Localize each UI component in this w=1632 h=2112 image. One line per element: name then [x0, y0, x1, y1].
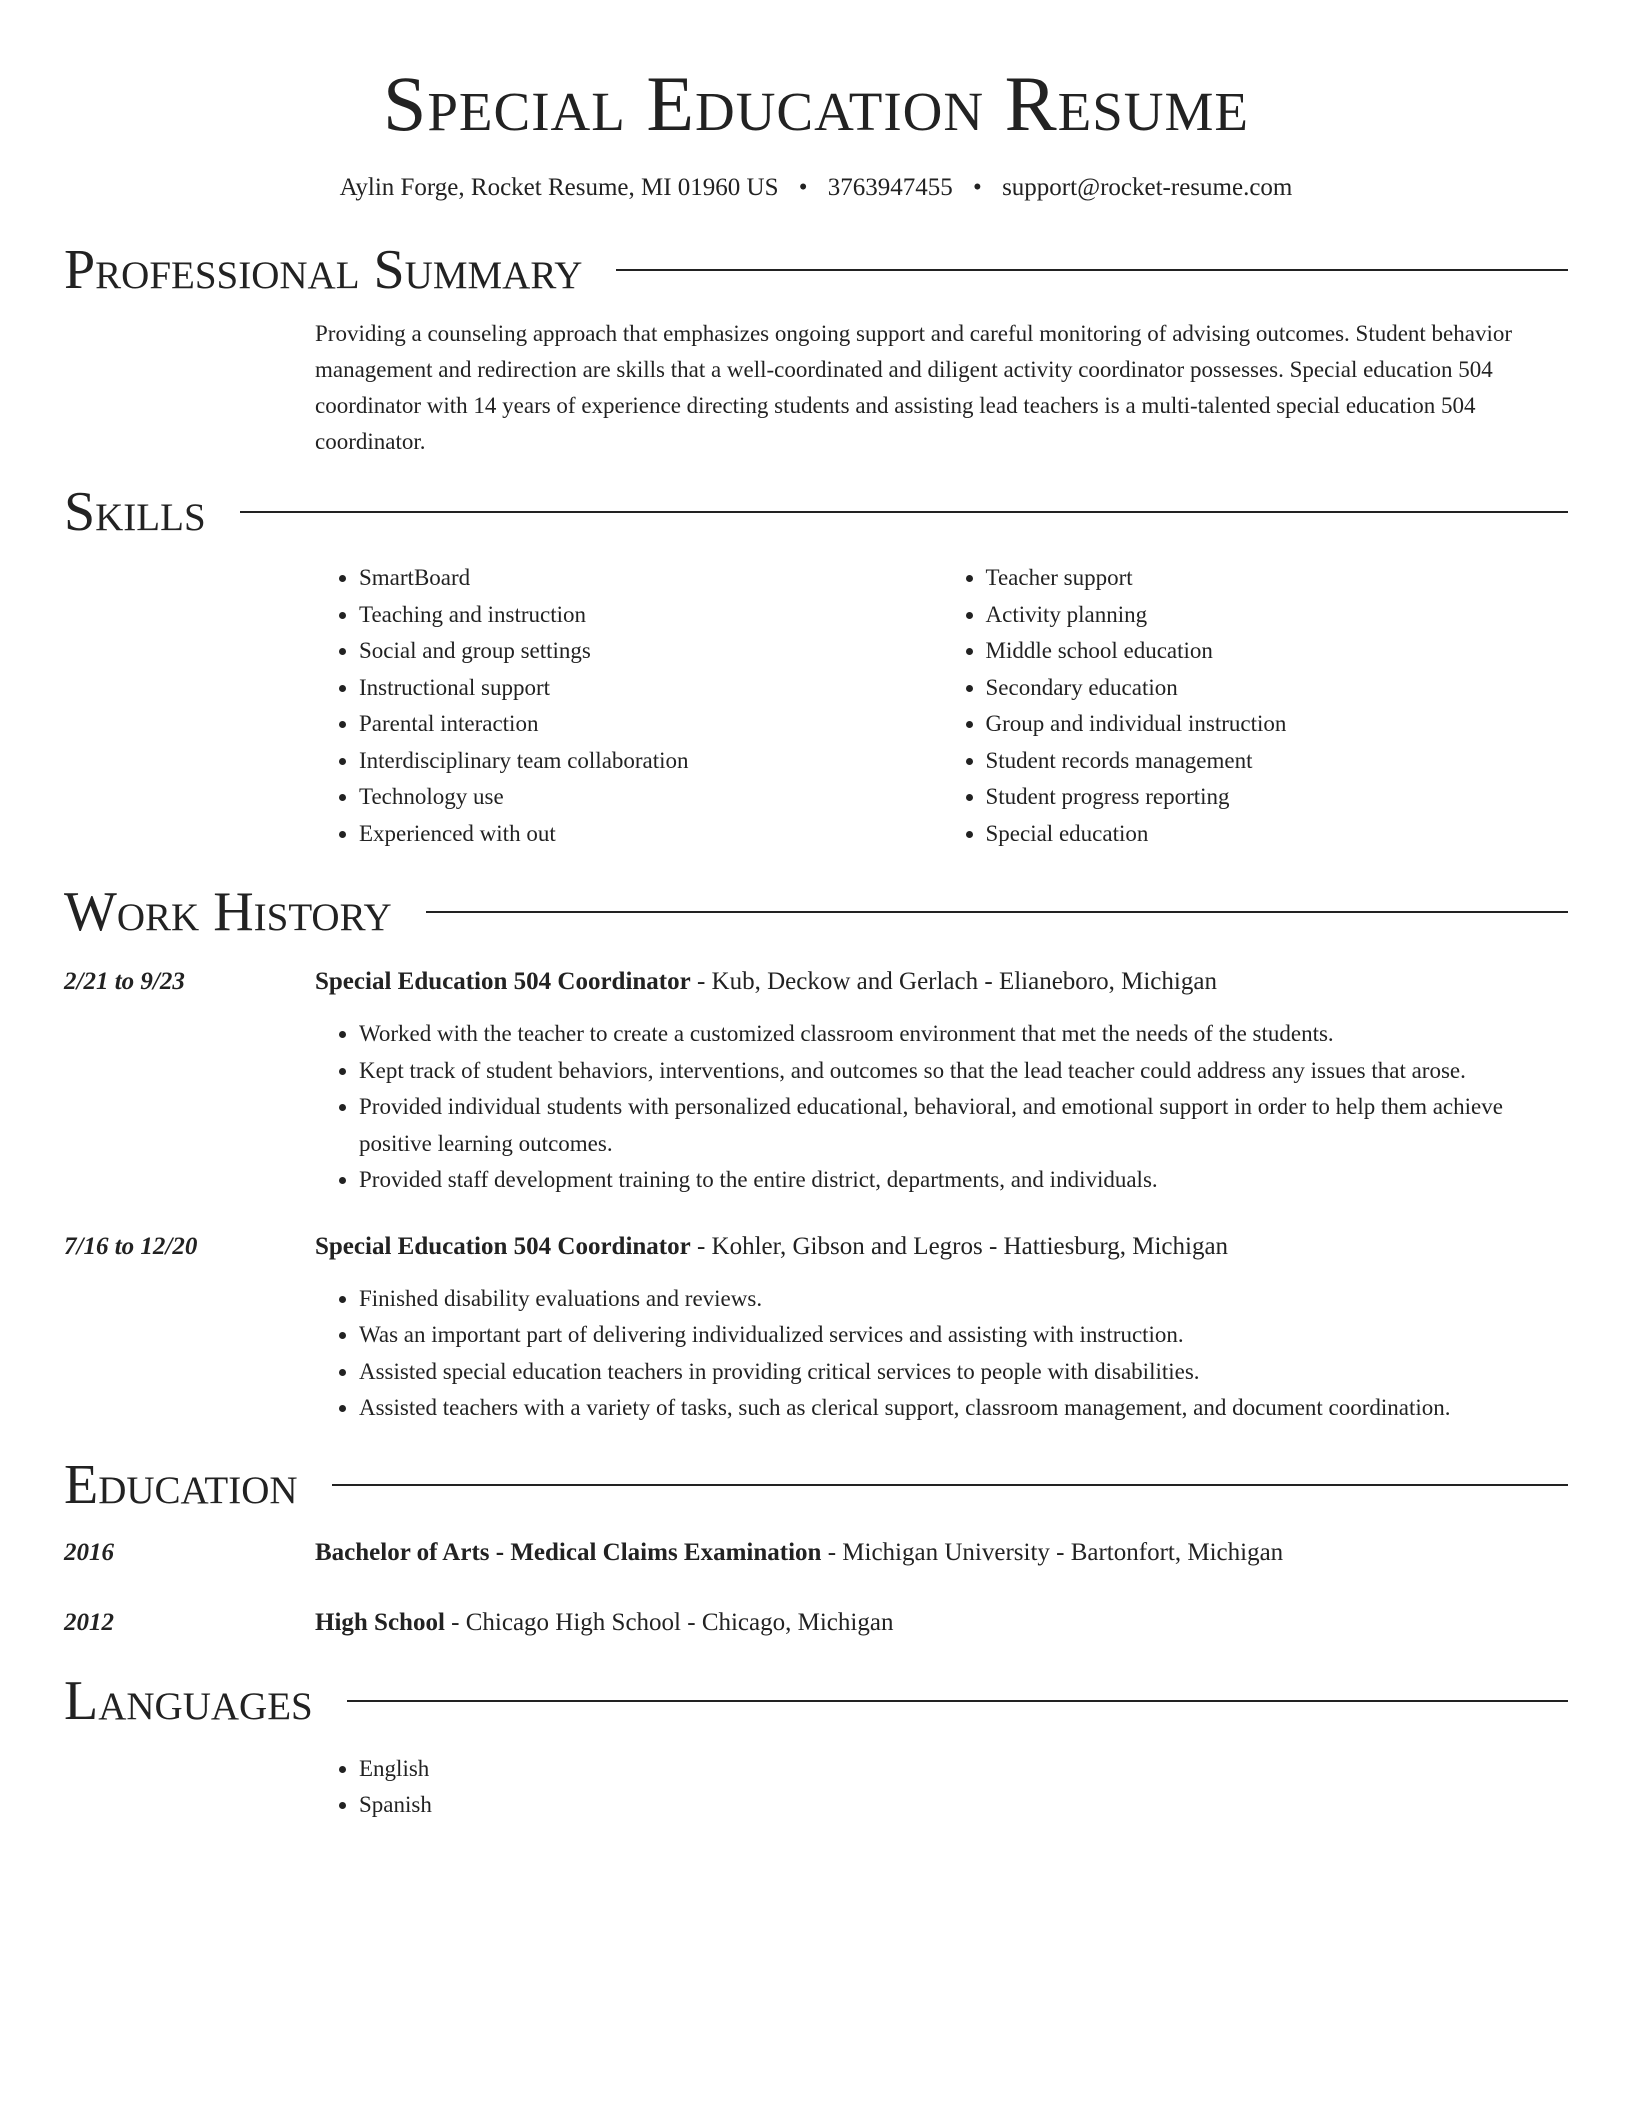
- job-body: [315, 964, 1568, 1199]
- skills-list-left: [315, 560, 942, 852]
- skill-item: • Middle school education: [986, 633, 1569, 670]
- job-heading: [315, 1229, 1568, 1265]
- contact-separator: •: [973, 174, 982, 201]
- skills-columns: [315, 560, 1568, 852]
- section-divider: [347, 1700, 1568, 1702]
- section-title-skills: Skills: [64, 481, 206, 543]
- language-item: • Spanish: [359, 1787, 1568, 1824]
- job-bullet: • Provided individual students with personalized educational, behavioral, and emotional support in order to help them achieve positive learning outcomes.: [359, 1089, 1568, 1162]
- skill-item: • Instructional support: [359, 670, 942, 707]
- section-header: [64, 876, 1568, 948]
- job-body: [315, 1229, 1568, 1427]
- skill-item: • Student progress reporting: [986, 779, 1569, 816]
- job-employer: - Kub, Deckow and Gerlach - Elianeboro, Michigan: [690, 968, 1217, 995]
- skill-item: • Activity planning: [986, 597, 1569, 634]
- section-divider: [426, 911, 1568, 913]
- education-entry: [64, 1605, 1568, 1641]
- skill-item: • Interdisciplinary team collaboration: [359, 743, 942, 780]
- education-entry: [64, 1535, 1568, 1571]
- job-bullet: • Assisted special education teachers in providing critical services to people with disabilities.: [359, 1354, 1568, 1391]
- contact-separator: •: [798, 174, 808, 201]
- section-header: [64, 1665, 1568, 1737]
- contact-phone: 3763947455: [827, 174, 953, 201]
- skill-item: • Group and individual instruction: [986, 706, 1569, 743]
- section-divider: [616, 269, 1568, 271]
- summary-section: [64, 234, 1568, 460]
- section-divider: [240, 511, 1568, 513]
- section-header: [64, 234, 1568, 306]
- education-year: 2012: [64, 1608, 114, 1636]
- job-bullet: • Kept track of student behaviors, interventions, and outcomes so that the lead teacher could address any issues that arose.: [359, 1053, 1568, 1090]
- skill-item: • Special education: [986, 816, 1569, 853]
- job-bullet: • Worked with the teacher to create a customized classroom environment that met the needs of the students.: [359, 1016, 1568, 1053]
- summary-text: Providing a counseling approach that emphasizes ongoing support and careful monitoring of advising outcomes. Student behavior management and redirection are skills that a well-coordinated and diligent activity coordinator possesses. Special education 504 coordinator with 14 years of experience directing students and assisting lead teachers is a multi-talented special education 504 coordinator.: [315, 321, 1513, 454]
- education-heading: [315, 1605, 1568, 1641]
- work-section: [64, 876, 1568, 1427]
- job-entry: [64, 1229, 1568, 1427]
- languages-section: [64, 1665, 1568, 1824]
- language-item: • English: [359, 1751, 1568, 1788]
- skill-item: • Student records management: [986, 743, 1569, 780]
- education-heading: [315, 1535, 1568, 1571]
- skill-item: • Experienced with out: [359, 816, 942, 853]
- section-header: [64, 1449, 1568, 1521]
- skills-section: [64, 476, 1568, 852]
- section-title-work: Work History: [64, 881, 392, 943]
- skill-item: • SmartBoard: [359, 560, 942, 597]
- languages-content: [315, 1751, 1568, 1824]
- job-heading: [315, 964, 1568, 1000]
- job-bullet: • Assisted teachers with a variety of tasks, such as clerical support, classroom management, and document coordination.: [359, 1390, 1568, 1427]
- job-bullet: • Provided staff development training to the entire district, departments, and individuals.: [359, 1162, 1568, 1199]
- section-header: [64, 476, 1568, 548]
- job-title: Special Education 504 Coordinator: [315, 968, 691, 995]
- job-dates: 2/21 to 9/23: [64, 968, 185, 995]
- skill-item: • Teaching and instruction: [359, 597, 942, 634]
- job-entry: [64, 964, 1568, 1199]
- job-bullet-list: [315, 1281, 1568, 1427]
- skill-item: • Teacher support: [986, 560, 1569, 597]
- job-bullet: • Was an important part of delivering individualized services and assisting with instruction.: [359, 1317, 1568, 1354]
- section-title-education: Education: [64, 1453, 298, 1516]
- skill-item: • Secondary education: [986, 670, 1569, 707]
- skill-item: • Technology use: [359, 779, 942, 816]
- contact-line: [64, 170, 1568, 206]
- education-section: [64, 1449, 1568, 1641]
- job-title: Special Education 504 Coordinator: [315, 1232, 691, 1260]
- contact-email: support@rocket-resume.com: [1002, 174, 1293, 201]
- section-title-languages: Languages: [64, 1669, 313, 1732]
- education-degree: Bachelor of Arts - Medical Claims Examination: [315, 1538, 822, 1566]
- job-dates: 7/16 to 12/20: [64, 1232, 198, 1260]
- education-school: - Chicago High School - Chicago, Michigan: [444, 1608, 894, 1636]
- resume-page: [64, 0, 1568, 1824]
- contact-address: Aylin Forge, Rocket Resume, MI 01960 US: [339, 174, 779, 201]
- education-degree: High School: [315, 1608, 445, 1636]
- education-year: 2016: [64, 1538, 114, 1566]
- job-employer: - Kohler, Gibson and Legros - Hattiesburg, Michigan: [690, 1232, 1229, 1260]
- education-school: - Michigan University - Bartonfort, Michigan: [821, 1538, 1284, 1566]
- job-bullet-list: [315, 1016, 1568, 1199]
- section-divider: [332, 1484, 1568, 1486]
- job-bullets: [315, 1016, 1568, 1199]
- languages-list: [315, 1751, 1568, 1824]
- skill-item: • Parental interaction: [359, 706, 942, 743]
- skills-list-right: [942, 560, 1569, 852]
- job-bullets: [315, 1281, 1568, 1427]
- job-bullet: • Finished disability evaluations and reviews.: [359, 1281, 1568, 1318]
- skill-item: • Social and group settings: [359, 633, 942, 670]
- section-title-summary: Professional Summary: [64, 239, 583, 301]
- page-title: Special Education Resume: [382, 60, 1250, 147]
